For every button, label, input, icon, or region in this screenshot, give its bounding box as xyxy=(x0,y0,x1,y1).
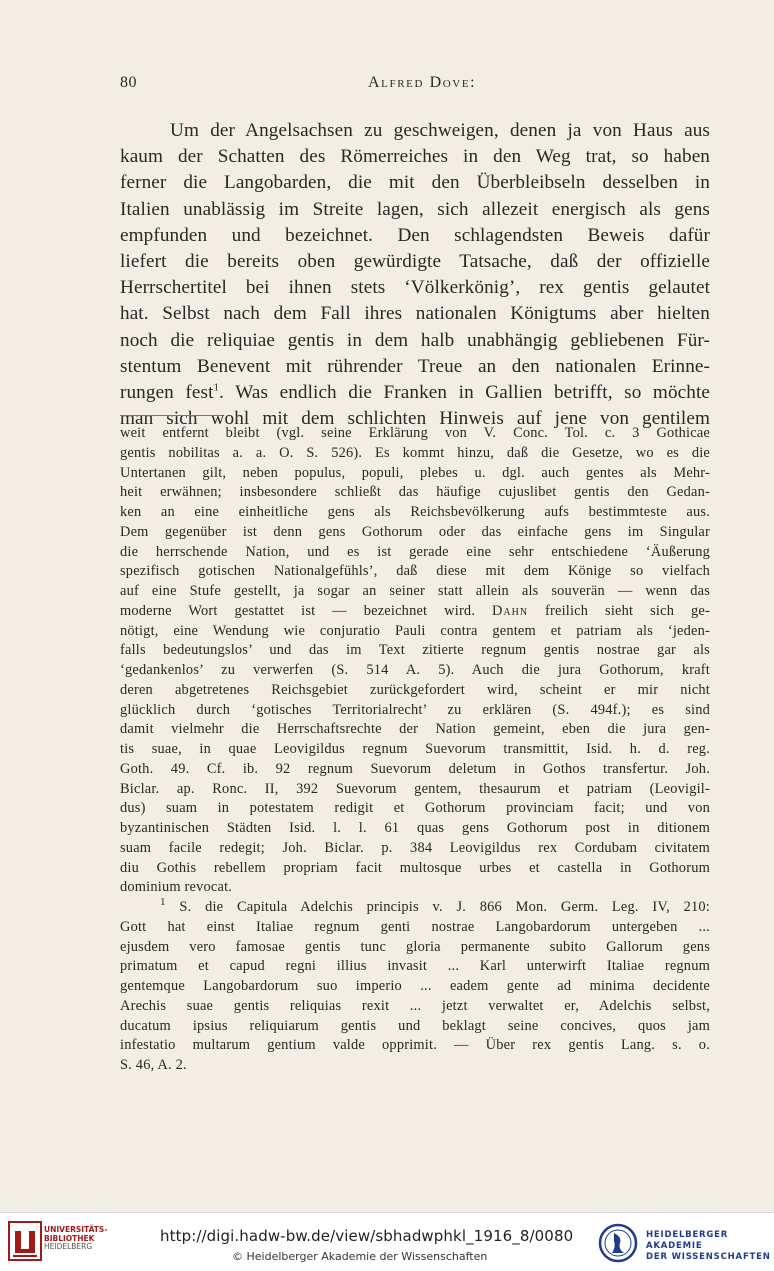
footnote-line xyxy=(120,898,710,918)
logo-text-line: BIBLIOTHEK xyxy=(44,1233,95,1243)
footnote-line: auf eine Stufe gestellt, ja sogar an seiner statt allein als souverän — wenn das xyxy=(120,583,710,599)
footnote-reference[interactable]: 1 xyxy=(213,381,220,394)
footnote-line: Goth. 49. Cf. ib. 92 regnum Suevorum deletum in Gothos transfertur. Joh. xyxy=(120,760,710,777)
main-text xyxy=(120,118,710,432)
footnote-line: ejusdem vero famosae gentis tunc gloria permanente subito Gallorum gens xyxy=(120,938,710,955)
footnote-line: primatum et capud regni illius invasit ... Karl unterwirft Italiae regnum xyxy=(120,958,710,975)
footnote-line: ‘gedankenlos’ zu verwerfen (S. 514 A. 5). Auch die jura Gothorum, kraft xyxy=(120,662,710,678)
footnote-line: infestatio multarum gentium valde opprimit. — Über rex gentis Lang. s. o. xyxy=(120,1037,710,1054)
text-line: empfunden und bezeichnet. Den schlagendsten Beweis dafür xyxy=(120,224,710,246)
footnote-line: deren abgetretenes Reichsgebiet zurückgefordert wird, scheint er mir nicht xyxy=(120,681,710,698)
viewer-footer xyxy=(0,1212,774,1271)
footnote-line: gentemque Langobardorum suo imperio ... eadem gente ad minima decidente xyxy=(120,978,710,994)
text-line: hat. Selbst nach dem Fall ihres nationalen Königtums aber hielten xyxy=(120,303,710,325)
footnote-line: S. 46, A. 2. xyxy=(120,1057,187,1073)
running-title: Alfred Dove: xyxy=(368,74,477,91)
footnote-line: heit erwähnen; insbesondere schließt das häufige cujuslibet gentis den Gedan- xyxy=(120,484,710,501)
text-line: Um der Angelsachsen zu geschweigen, denen ja von Haus aus xyxy=(170,120,710,141)
text-line: man sich wohl mit dem schlichten Hinweis auf jene von gentilem xyxy=(120,408,710,430)
text-line xyxy=(120,380,710,406)
footnote-line: ducatum ipsius reliquiarum gentis und beklagt seine concives, quos jam xyxy=(120,1017,710,1034)
footnote-marker: 1 xyxy=(160,896,166,909)
footnote-line: diu Gothis rebellem propriam facit multosque urbes et castella in Gothorum xyxy=(120,859,710,876)
footnote-line: glücklich durch ‘gotisches Territorialrecht’ zu erklären (S. 494f.); es sind xyxy=(120,701,710,718)
footnote-line: Untertanen gilt, neben populus, populi, plebes u. dgl. auch gentes als Mehr- xyxy=(120,464,710,481)
logo-text-line: HEIDELBERG xyxy=(44,1242,93,1251)
text-fragment: . Was endlich die Franken in Gallien betrifft, so möchte xyxy=(219,381,710,403)
text-fragment: moderne Wort gestattet ist — bezeichnet wird. xyxy=(120,602,476,619)
university-library-logo-icon[interactable] xyxy=(8,1221,42,1261)
page-number: 80 xyxy=(120,74,137,91)
copyright-notice: © Heidelberger Akademie der Wissenschaften xyxy=(232,1250,488,1263)
footnote-line: Dem gegenüber ist denn gens Gothorum oder das einfache gens im Singular xyxy=(120,523,710,540)
text-line: Herrschertitel bei ihnen stets ‘Völkerkönig’, rex gentis gelautet xyxy=(120,277,710,299)
text-fragment: S. die Capitula Adelchis principis v. J. 866 Mon. Germ. Leg. IV, 210: xyxy=(165,899,710,915)
text-line: liefert die bereits oben gewürdigte Tatsache, daß der offizielle xyxy=(120,250,710,272)
footnote-line: suam facile redegit; Joh. Biclar. p. 384 Leovigildus rex Cordubam civitatem xyxy=(120,839,710,856)
logo-text-line: UNIVERSITÄTS- xyxy=(44,1225,108,1234)
text-line: stentum Benevent mit rührender Treue an den nationalen Erinne- xyxy=(120,355,710,377)
footnote-line: spezifisch gotischen Nationalgefühls’, daß diese mit dem Könige so vielfach xyxy=(120,563,710,580)
footnote-line: falls bedeutungslos’ und das im Text zitierte regnum gentis nostrae gar als xyxy=(120,642,710,659)
footnote-line: Gott hat einst Italiae regnum genti nostrae Langobardorum untergeben ... xyxy=(120,918,710,935)
author-name: Dahn xyxy=(492,602,529,619)
footnote-line: weit entfernt bleibt (vgl. seine Erklärung von V. Conc. Tol. c. 3 Gothicae xyxy=(120,425,710,441)
text-line: kaum der Schatten des Römerreiches in den Weg trat, so haben xyxy=(120,146,710,168)
footnote-divider xyxy=(120,415,222,416)
logo-text-line: HEIDELBERGER AKADEMIE xyxy=(646,1230,729,1251)
running-header xyxy=(120,74,710,98)
footnote-line xyxy=(120,602,710,622)
permalink-url[interactable]: http://digi.hadw-bw.de/view/sbhadwphkl_1916_8/0080 xyxy=(160,1227,574,1245)
footnote-line: damit vielmehr die Herrschaftsrechte der Nation gemeint, eben die jura gen- xyxy=(120,721,710,738)
text-line: Italien unablässig im Streite lagen, sich allezeit energisch als gens xyxy=(120,198,710,220)
academy-seal-icon[interactable] xyxy=(598,1223,638,1263)
logo-text-line: DER WISSENSCHAFTEN xyxy=(646,1252,771,1262)
footnote-line: gentis nobilitas a. a. O. S. 526). Es kommt hinzu, daß die Gesetze, wo es die xyxy=(120,444,710,461)
footnote-line: Arechis suae gentis reliquias rexit ... jetzt verwaltet er, Adelchis selbst, xyxy=(120,997,710,1014)
text-line: noch die reliquiae gentis in dem halb unabhängig gebliebenen Für- xyxy=(120,329,710,351)
text-line: ferner die Langobarden, die mit den Überbleibseln desselben in xyxy=(120,172,710,194)
academy-name[interactable] xyxy=(646,1230,774,1263)
footnote-line: ken an eine einheitliche gens als Reichsbevölkerung aufs bestimmteste aus. xyxy=(120,504,710,520)
text-fragment: rungen fest xyxy=(120,381,214,403)
footnote-line: tis suae, in quae Leovigildus regnum Suevorum transmittit, Isid. h. d. reg. xyxy=(120,741,710,757)
footnote-line: dus) suam in potestatem redigit et Gothorum provinciam facit; und von xyxy=(120,800,710,817)
footnote-line: nötigt, eine Wendung wie conjuratio Pauli contra gentem et patriam als ‘jeden- xyxy=(120,622,710,639)
footnotes xyxy=(120,424,710,1076)
footnote-line: die herrschende Nation, und es ist gerade eine sehr entschiedene ‘Äußerung xyxy=(120,543,710,560)
footnote-line: dominium revocat. xyxy=(120,879,233,896)
footnote-line: Biclar. ap. Ronc. II, 392 Suevorum gentem, thesaurum et patriam (Leovigil- xyxy=(120,780,710,797)
footnote-line: byzantinischen Städten Isid. l. l. 61 quas gens Gothorum post in ditionem xyxy=(120,820,710,836)
text-fragment: freilich sieht sich ge- xyxy=(528,602,710,619)
university-library-name[interactable] xyxy=(44,1226,107,1252)
